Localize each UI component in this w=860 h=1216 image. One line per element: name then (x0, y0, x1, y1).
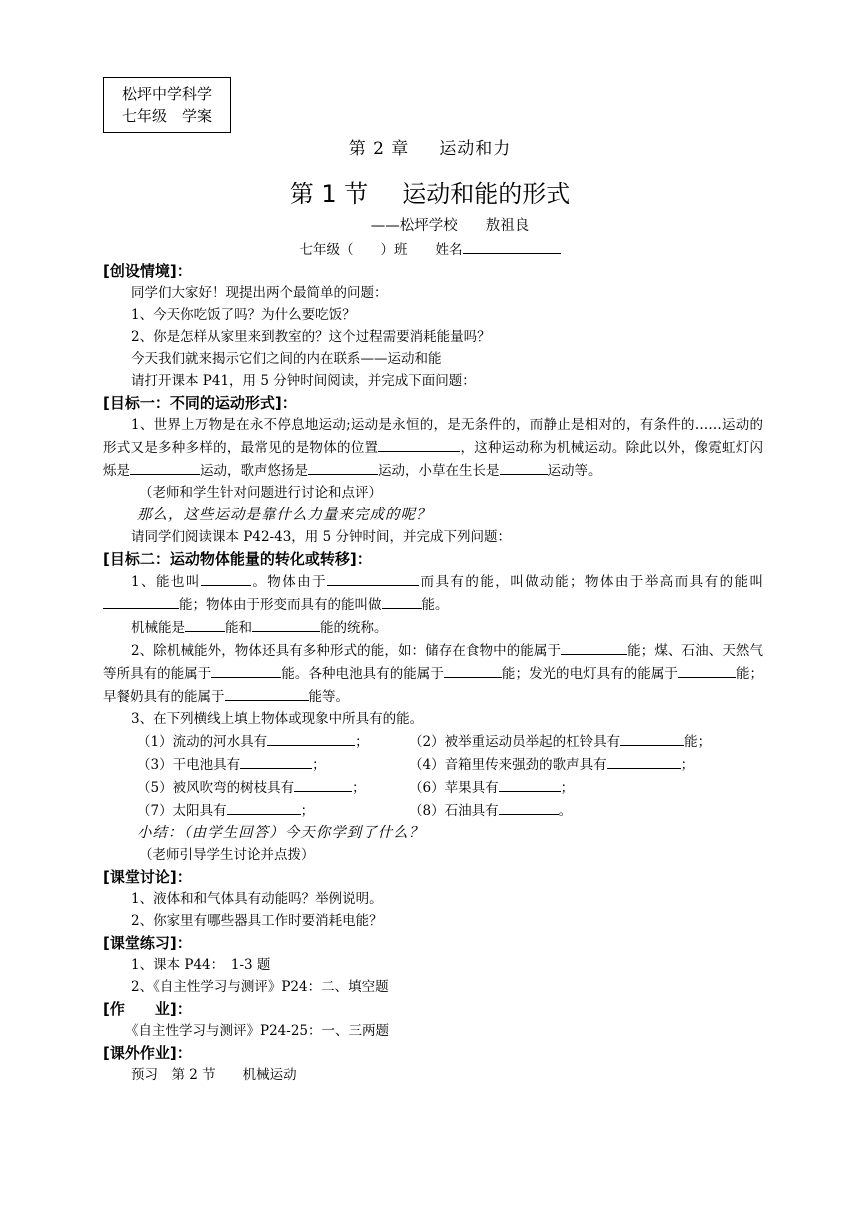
item-text: （8）石油具有 (409, 803, 499, 819)
heading-practice: [课堂练习]： (103, 934, 192, 952)
answer-row (103, 776, 763, 799)
fill-blank[interactable] (308, 459, 378, 475)
fill-blank[interactable] (607, 753, 681, 769)
text-run: 能；早餐奶具有的能属于 (103, 666, 764, 705)
name-blank[interactable] (463, 238, 561, 254)
fill-blank[interactable] (211, 662, 281, 678)
item-end: ； (312, 757, 326, 773)
answer-item (409, 799, 763, 822)
teacher-note: （老师引导学生讨论并点拨） (139, 847, 315, 863)
text-run: 。物体由于 (250, 574, 328, 590)
fill-blank[interactable] (500, 459, 548, 475)
extra-homework-line: 预习 第 2 节 机械运动 (131, 1067, 297, 1083)
section-name: 运动和能的形式 (402, 180, 571, 208)
fill-blank[interactable] (227, 799, 301, 815)
text-run: 机械能是 (131, 620, 185, 636)
answer-item (137, 799, 409, 822)
text-run: 运动等。 (547, 463, 602, 479)
fill-blank[interactable] (252, 616, 320, 632)
chapter-name: 运动和力 (439, 139, 512, 159)
class-name-line (0, 238, 860, 258)
item-end: ； (355, 734, 369, 750)
text-run: 运动，小草在生长是 (378, 463, 500, 479)
fill-blank[interactable] (620, 730, 684, 746)
answer-item (137, 776, 409, 799)
homework-line: 《自主性学习与测评》P24-25：一、三两题 (125, 1023, 390, 1039)
school-label-line1: 松坪中学科学 (121, 85, 212, 103)
heading-homework: [作 业]： (103, 1000, 192, 1018)
author-school: ——松坪学校 (370, 218, 458, 234)
item-text: （5）被风吹弯的树枝具有 (137, 780, 295, 796)
text-run: 运动，歌声悠扬是 (200, 463, 308, 479)
discussion-line: 2、你家里有哪些器具工作时要消耗电能？ (131, 913, 383, 929)
heading-discussion: [课堂讨论]： (103, 868, 192, 886)
mechanical-energy-line (103, 616, 763, 639)
text-run: 而具有的能，叫做动能；物体由于举高而具有的能叫 (419, 574, 763, 590)
item-end: ； (300, 803, 315, 819)
question-3: 3、在下列横线上填上物体或现象中所具有的能。 (131, 711, 424, 727)
item-text: （7）太阳具有 (137, 803, 227, 819)
fill-blank[interactable] (382, 593, 422, 609)
chapter-title (0, 134, 860, 159)
item-text: （3）干电池具有 (137, 757, 241, 773)
text-run: 能的统称。 (320, 620, 388, 636)
question-1 (103, 570, 763, 616)
summary-line: 小结：（由学生回答）今天你学到了什么？ (137, 825, 425, 841)
text-run: ，这种运动称为机械运动。除此以外，像霓虹灯闪烁是 (103, 440, 764, 479)
fill-blank[interactable] (240, 753, 312, 769)
fill-blank[interactable] (444, 662, 502, 678)
fill-blank[interactable] (678, 662, 736, 678)
fill-blank[interactable] (561, 639, 627, 655)
text-run: 2、除机械能外，物体还具有多种形式的能，如：储存在食物中的能属于 (131, 643, 562, 659)
school-label-box (103, 77, 231, 133)
scenario-line: 1、今天你吃饭了吗？为什么要吃饭？ (131, 307, 356, 323)
fill-blank[interactable] (267, 730, 355, 746)
author-name: 敖祖良 (485, 218, 530, 234)
school-label-line2: 七年级 学案 (121, 107, 212, 125)
heading-goal-one: [目标一：不同的运动形式]： (103, 394, 297, 412)
text-run: 1、世界上万物是在永不停息地运动;运动是永恒的，是无条件的，而静止是相对的，有条件的……运动的形式又是多种多样的，最常见的是物体的位置 (103, 417, 763, 456)
name-label: 姓名 (435, 242, 463, 258)
scenario-line: 同学们大家好！现提出两个最简单的问题： (131, 285, 388, 301)
item-end: ； (560, 780, 575, 796)
item-end: ； (352, 780, 366, 796)
text-run: 能。 (421, 597, 449, 613)
scenario-line: 2、你是怎样从家里来到教室的？这个过程需要消耗能量吗？ (131, 329, 491, 345)
discussion-line: 1、液体和和气体具有动能吗？举例说明。 (131, 891, 383, 907)
answer-row (103, 753, 763, 776)
text-run: 能和 (225, 620, 252, 636)
heading-scenario: [创设情境]： (103, 262, 192, 280)
fill-blank[interactable] (499, 776, 561, 792)
fill-blank[interactable] (378, 436, 460, 452)
item-text: （1）流动的河水具有 (137, 734, 268, 750)
section-title (0, 174, 860, 209)
answer-item (409, 776, 763, 799)
text-run: 能；发光的电灯具有的能属于 (501, 666, 678, 682)
heading-goal-two: [目标二：运动物体能量的转化或转移]： (103, 550, 372, 568)
text-run: 能等。 (308, 689, 349, 705)
fill-blank[interactable] (185, 616, 225, 632)
author-line (0, 214, 860, 235)
goal-one-paragraph (103, 414, 763, 482)
item-end: 。 (558, 803, 573, 819)
worksheet-content (103, 260, 763, 1086)
item-text: （4）音箱里传来强劲的歌声具有 (409, 757, 607, 773)
heading-extra-homework: [课外作业]： (103, 1044, 192, 1062)
fill-blank[interactable] (327, 570, 419, 586)
answer-item (409, 753, 763, 776)
fill-blank[interactable] (103, 593, 179, 609)
practice-line: 1、课本 P44： 1-3 题 (131, 957, 271, 973)
fill-blank[interactable] (499, 799, 559, 815)
section-number: 第 1 节 (289, 180, 369, 208)
reading-instruction: 请同学们阅读课本 P42-43，用 5 分钟时间，并完成下列问题： (131, 529, 511, 545)
item-text: （2）被举重运动员举起的杠铃具有 (409, 734, 621, 750)
chapter-number: 第 2 章 (348, 139, 410, 159)
fill-blank[interactable] (225, 685, 309, 701)
item-end: 能； (684, 734, 712, 750)
scenario-line: 请打开课本 P41，用 5 分钟时间阅读，并完成下面问题： (131, 373, 476, 389)
answer-row (103, 799, 763, 822)
text-run: 能；煤、石油、天然气等所具有的能属于 (103, 643, 764, 682)
answer-item (137, 730, 409, 753)
fill-blank[interactable] (130, 459, 200, 475)
practice-line: 2、《自主性学习与测评》P24：二、填空题 (131, 979, 389, 995)
question-2 (103, 639, 763, 708)
answer-item (409, 730, 763, 753)
answer-item (137, 753, 409, 776)
fill-blank[interactable] (201, 570, 251, 586)
item-text: （6）苹果具有 (409, 780, 499, 796)
text-run: 1、能也叫 (131, 574, 201, 590)
text-run: 能；物体由于形变而具有的能叫做 (179, 597, 382, 613)
answer-row (103, 730, 763, 753)
fill-blank[interactable] (294, 776, 352, 792)
question-line: 那么，这些运动是靠什么力量来完成的呢？ (137, 507, 432, 523)
class-grade: 七年级（ ）班 (299, 242, 408, 258)
text-run: 能。各种电池具有的能属于 (281, 666, 444, 682)
item-end: ； (680, 757, 695, 773)
teacher-note: （老师和学生针对问题进行讨论和点评） (139, 485, 382, 501)
scenario-line: 今天我们就来揭示它们之间的内在联系——运动和能 (131, 351, 442, 367)
